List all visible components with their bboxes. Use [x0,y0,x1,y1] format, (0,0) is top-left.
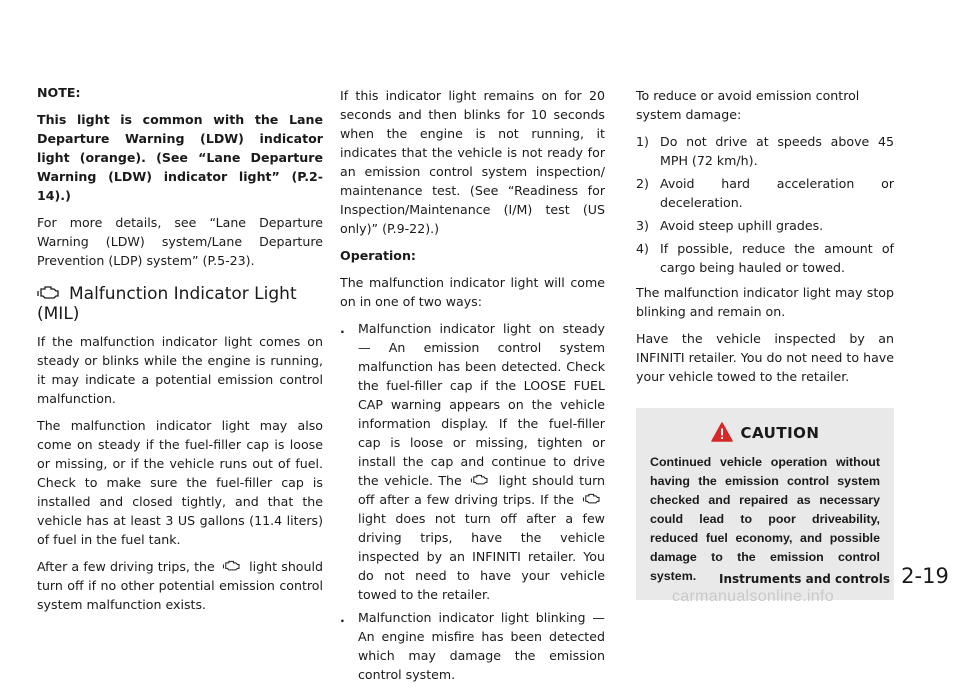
bullet-1-middle: light should turn off after a few driving trips. If the [358,473,606,507]
step-text: Avoid steep uphill grades. [660,218,824,233]
mil-paragraph-1: If the malfunction indicator light comes on steady or blinks while the engine is running, it may indicate a potential emission control malfunction. [37,334,323,406]
step-number: 2) [636,176,649,191]
note-label: NOTE: [37,85,81,100]
readiness-paragraph: If this indicator light remains on for 20 seconds and then blinks for 10 seconds when the engine is not running, it indicates that the vehicle is not ready for an emission control system inspection/ maintenance test. (See “Readiness for Inspection/Maintenance (I/M) test (US only)” (P.9-22).) [340,88,605,236]
blink-paragraph: The malfunction indicator light may stop blinking and remain on. [636,285,894,319]
watermark: carmanualsonline.info [672,588,834,605]
step-text: If possible, reduce the amount of cargo being hauled or towed. [660,241,894,275]
engine-outline-icon [470,473,490,487]
step-text: Avoid hard acceleration or deceleration. [660,176,894,210]
bullet-mark: . [340,610,345,625]
engine-outline-icon [582,492,602,506]
caution-heading [650,422,880,443]
bullet-1-end: light does not turn off after a few driving trips, have the vehicle inspected by an INFINITI retailer. You do not need to have your vehicle towed to the retailer. [358,511,605,602]
engine-outline-icon [37,284,61,302]
reduce-intro: To reduce or avoid emission control system damage: [636,88,860,122]
mil-paragraph-2: The malfunction indicator light may also come on steady if the fuel-filler cap is loose or missing, or if the vehicle runs out of fuel. Check to make sure the fuel-filler cap is installed and closed tightly, and that the vehicle has at least 3 US gallons (11.4 liters) of fuel in the fuel tank. [37,418,323,547]
list-item [636,239,894,277]
caution-text: Continued vehicle operation without having the emission control system checked and repaired as necessary could lead to poor driveability, reduced fuel economy, and possible damage to the emission control system. [650,455,880,583]
section-title: Malfunction Indicator Light (MIL) [37,284,297,324]
list-item [636,174,894,212]
mil-paragraph-3-end: light should turn off if no other potential emission control system malfunction exists. [37,559,323,612]
column-right [636,86,894,600]
engine-outline-icon [222,559,242,573]
bullet-2-text: Malfunction indicator light blinking — An engine misfire has been detected which may damage the emission control system. [358,610,605,682]
step-number: 1) [636,134,649,149]
list-item [636,132,894,170]
column-left [37,83,323,622]
operation-text: The malfunction indicator light will come on in one of two ways: [340,275,605,309]
section-heading-mil [37,284,323,324]
step-number: 4) [636,241,649,256]
operation-list [340,319,605,684]
step-number: 3) [636,218,649,233]
warning-triangle-icon [711,422,733,442]
footer-section-title: Instruments and controls [719,572,891,586]
note-text: This light is common with the Lane Departure Warning (LDW) indicator light (orange). (See “Lane Departure Warning (LDW) indicator light” (P.2-14).) [37,112,323,203]
steps-list [636,132,894,277]
step-text: Do not drive at speeds above 45 MPH (72 km/h). [660,134,894,168]
list-item [340,608,605,684]
page-footer [719,564,949,588]
column-middle [340,86,605,690]
caution-title: CAUTION [740,424,820,442]
bullet-mark: . [340,321,345,336]
list-item [340,319,605,604]
page-number: 2-19 [901,564,949,588]
details-text: For more details, see “Lane Departure Warning (LDW) system/Lane Departure Prevention (LDP) system” (P.5-23). [37,215,323,268]
list-item [636,216,894,235]
mil-paragraph-3-start: After a few driving trips, the [37,559,215,574]
operation-label: Operation: [340,248,416,263]
bullet-1-start: Malfunction indicator light on steady — An emission control system malfunction has been detected. Check the fuel-filler cap if the LOOSE FUEL CAP warning appears on the vehicle information display. If the fuel-filler cap is loose or missing, tighten or install the cap and continue to drive the vehicle. The [358,321,605,488]
inspect-paragraph: Have the vehicle inspected by an INFINITI retailer. You do not need to have your vehicle towed to the retailer. [636,331,894,384]
mil-paragraph-3 [37,557,323,614]
